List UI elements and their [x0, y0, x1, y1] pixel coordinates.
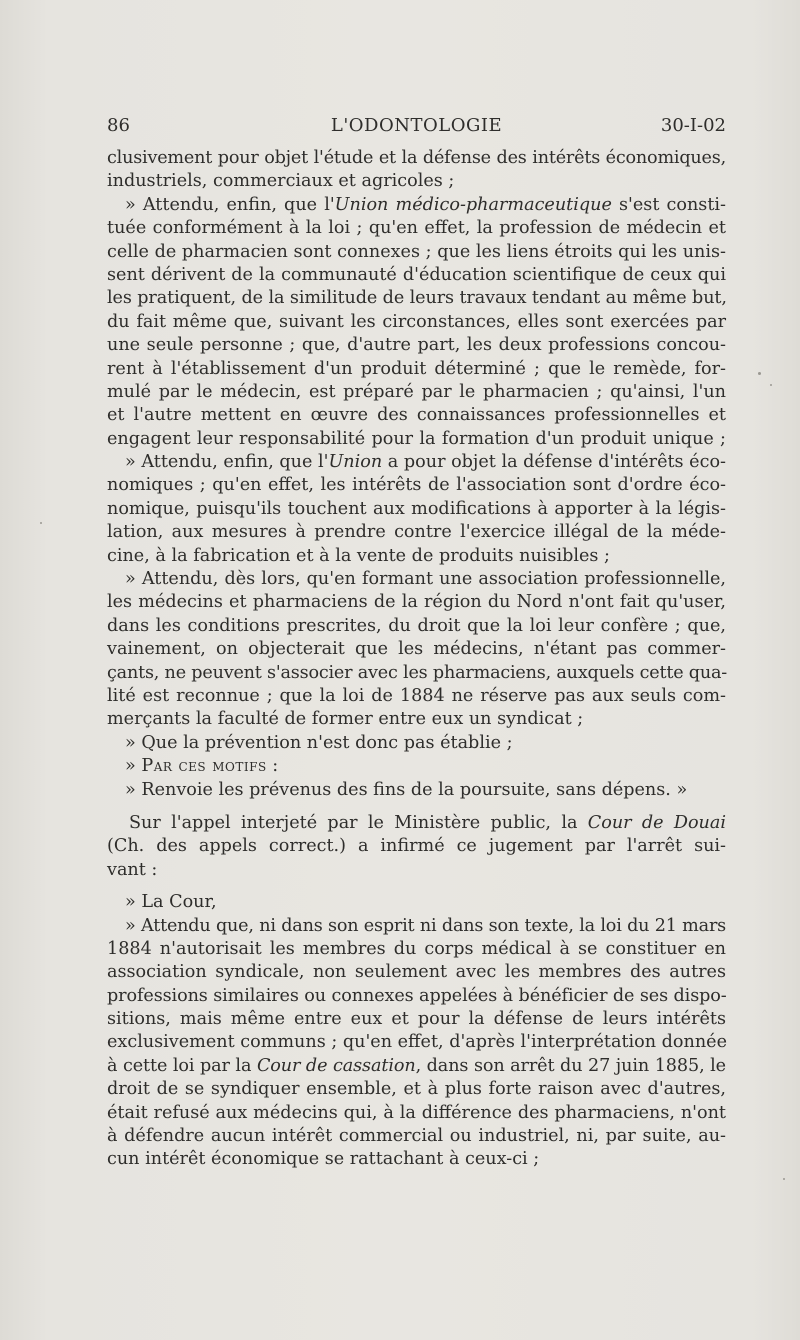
- italic-run: Union: [328, 452, 383, 473]
- text-run: Sur l'appel interjeté par le Ministère public, la: [129, 812, 588, 833]
- text-line: association syndicale, non seulement avec les membres des autres: [107, 962, 726, 983]
- text-line: sent dérivent de la communauté d'éducation scientifique de ceux qui: [107, 264, 726, 285]
- journal-title: L'ODONTOLOGIE: [330, 115, 503, 136]
- text-line: industriels, commerciaux et agricoles ;: [107, 171, 455, 192]
- text-line: les pratiquent, de la similitude de leurs travaux tendant au même but,: [107, 288, 727, 309]
- italic-run: Union médico-pharmaceutique: [334, 194, 612, 215]
- text-line: cine, à la fabrication et à la vente de produits nuisibles ;: [107, 545, 610, 566]
- small-caps-run: Par ces motifs: [141, 756, 267, 777]
- paper-speck: [783, 1178, 785, 1180]
- text-line: rent à l'établissement d'un produit déterminé ; que le remède, for-: [107, 358, 726, 379]
- paper-speck: [758, 372, 761, 375]
- text-line: était refusé aux médecins qui, à la différence des pharmaciens, n'ont: [107, 1102, 726, 1123]
- text-line: çants, ne peuvent s'associer avec les pharmaciens, auxquels cette qua-: [107, 662, 728, 683]
- issue-date: 30-I-02: [660, 115, 726, 136]
- text-line: » La Cour,: [125, 892, 217, 913]
- text-run: , dans son arrêt du 27 juin 1885, le: [415, 1055, 726, 1076]
- text-line: clusivement pour objet l'étude et la défense des intérêts économiques,: [107, 148, 726, 168]
- paper-speck: [40, 522, 42, 524]
- italic-run: Cour de Douai: [587, 812, 726, 833]
- text-line: une seule personne ; que, d'autre part, les deux professions concou-: [107, 335, 726, 356]
- text-line: vant :: [107, 859, 158, 880]
- text-run: à cette loi par la: [107, 1055, 257, 1076]
- text-line: et l'autre mettent en œuvre des connaissances professionnelles et: [107, 405, 726, 426]
- text-line: [107, 451, 726, 474]
- text-line: dans les conditions prescrites, du droit que la loi leur confère ; que,: [107, 615, 726, 636]
- text-line: exclusivement communs ; qu'en effet, d'après l'interprétation donnée: [107, 1032, 728, 1053]
- text-line: droit de se syndiquer ensemble, et à plus forte raison avec d'autres,: [107, 1079, 726, 1100]
- text-line: mulé par le médecin, est préparé par le pharmacien ; qu'ainsi, l'un: [107, 381, 726, 402]
- text-line: tuée conformément à la loi ; qu'en effet, la profession de médecin et: [107, 218, 726, 239]
- text-run: a pour objet la défense d'intérêts éco-: [382, 452, 726, 473]
- text-line: [107, 194, 726, 217]
- text-line: les médecins et pharmaciens de la région du Nord n'ont fait qu'user,: [107, 592, 726, 613]
- text-line: (Ch. des appels correct.) a infirmé ce jugement par l'arrêt sui-: [107, 836, 726, 857]
- text-run: »: [125, 756, 142, 777]
- text-line: » Attendu que, ni dans son esprit ni dans son texte, la loi du 21 mars: [125, 915, 726, 936]
- text-line: cun intérêt économique se rattachant à ceux-ci ;: [107, 1149, 540, 1170]
- page-number: 86: [107, 115, 130, 136]
- text-run: :: [266, 756, 279, 777]
- text-line: sitions, mais même entre eux et pour la défense de leurs intérêts: [107, 1009, 726, 1030]
- text-line: 1884 n'autorisait les membres du corps médical à se constituer en: [107, 938, 726, 959]
- text-line: nomique, puisqu'ils touchent aux modifications à apporter à la légis-: [107, 498, 726, 519]
- text-line: engagent leur responsabilité pour la formation d'un produit unique ;: [107, 428, 726, 449]
- text-line: professions similaires ou connexes appelées à bénéficier de ses dispo-: [107, 985, 727, 1006]
- text-line: lation, aux mesures à prendre contre l'exercice illégal de la méde-: [107, 522, 726, 543]
- page-text: [107, 115, 726, 1172]
- text-run: » Attendu, enfin, que l': [125, 452, 329, 473]
- text-run: » Attendu, enfin, que l': [125, 194, 335, 215]
- text-line: merçants la faculté de former entre eux un syndicat ;: [107, 709, 584, 730]
- text-run: s'est consti-: [611, 194, 726, 215]
- paragraph-gap: [107, 882, 726, 891]
- text-line: vainement, on objecterait que les médecins, n'étant pas commer-: [107, 639, 726, 660]
- text-line: nomiques ; qu'en effet, les intérêts de l'association sont d'ordre éco-: [107, 475, 726, 496]
- running-header: [107, 115, 726, 147]
- text-line: » Attendu, dès lors, qu'en formant une association professionnelle,: [125, 569, 726, 590]
- text-line: celle de pharmacien sont connexes ; que les liens étroits qui les unis-: [107, 241, 726, 262]
- text-line: du fait même que, suivant les circonstances, elles sont exercées par: [107, 311, 726, 332]
- text-line: » Renvoie les prévenus des fins de la poursuite, sans dépens. »: [125, 779, 688, 800]
- text-line: » Que la prévention n'est donc pas établie ;: [125, 732, 513, 753]
- paragraph-gap: [107, 802, 726, 812]
- text-line: à défendre aucun intérêt commercial ou industriel, ni, par suite, au-: [107, 1126, 726, 1147]
- paper-speck: [770, 384, 772, 386]
- italic-run: Cour de cassation: [256, 1055, 416, 1076]
- text-line: [107, 812, 726, 835]
- text-line: [107, 1055, 726, 1078]
- text-line: [107, 755, 726, 778]
- text-line: lité est reconnue ; que la loi de 1884 ne réserve pas aux seuls com-: [107, 685, 726, 706]
